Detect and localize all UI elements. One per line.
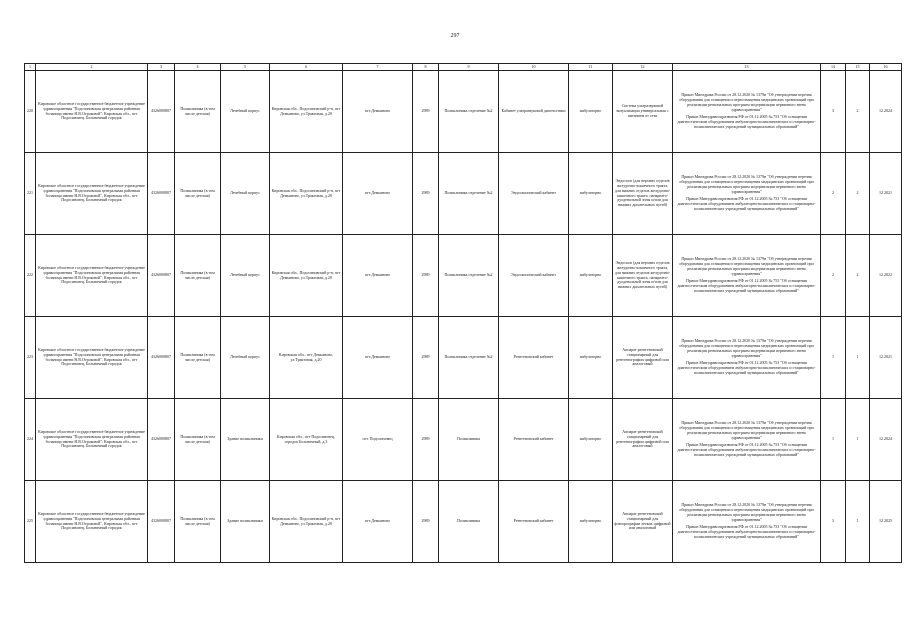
- order-text: Приказ Минздравсоцразвития РФ от 01.12.2005 № 753 "Об оснащении диагностическим оборудованием амбулаторно-поликлинических и стационарно-поликлинических учреждений муниципальных образований": [677, 360, 816, 376]
- address-cell: Кировская обл., пгт Подосиновец, городок Больничный, д.3: [270, 399, 343, 481]
- department-cell: Поликлиника (в том числе детская): [175, 235, 221, 317]
- code-cell: 4326000807: [148, 235, 175, 317]
- locality-cell: пгт.Демьяново: [343, 481, 413, 563]
- room-cell: Рентгеновский кабинет: [499, 317, 569, 399]
- locality-cell: пгт.Демьяново: [343, 153, 413, 235]
- order-text: Приказ Минздрава России от 28.12.2020 № 1379н "Об утверждении перечня оборудования для оснащения и переоснащения медицинских организаций при реализации региональных программ модернизации первичного звена здравоохранения": [679, 91, 814, 112]
- order-text: Приказ Минздравсоцразвития РФ от 01.12.2005 № 753 "Об оснащении диагностическим оборудованием амбулаторно-поликлинических и стационарно-поликлинических учреждений муниципальных образований": [677, 114, 816, 130]
- order-text: Приказ Минздравсоцразвития РФ от 01.12.2005 № 753 "Об оснащении диагностическим оборудованием амбулаторно-поликлинических и стационарно-поликлинических учреждений муниципальных образований": [677, 196, 816, 212]
- unit-cell: Поликлиника: [439, 399, 499, 481]
- room-cell: Кабинет ультразвуковой диагностики: [499, 71, 569, 153]
- department-cell: Поликлиника (в том числе детская): [175, 481, 221, 563]
- table-row: [25, 317, 902, 399]
- order-cell: [673, 399, 821, 481]
- column-header: 1: [25, 64, 36, 71]
- column-header: 2: [36, 64, 148, 71]
- count-cell: 2: [821, 153, 846, 235]
- equipment-cell: Эндоскоп (для верхних отделов желудочно-кишечного тракта, для нижних отделов желудочно-кишечного тракта, панкреато-дуоденальной зоны и/или для нижних дыхательных путей): [613, 235, 673, 317]
- unit-cell: Поликлиника отделение №2: [439, 235, 499, 317]
- room-cell: Рентгеновский кабинет: [499, 481, 569, 563]
- row-number: 222: [25, 235, 36, 317]
- column-header: 12: [613, 64, 673, 71]
- page-number: 297: [450, 33, 460, 39]
- code-cell: 4326000807: [148, 71, 175, 153]
- equipment-cell: Эндоскоп (для верхних отделов желудочно-кишечного тракта, для нижних отделов желудочно-кишечного тракта, панкреато-дуоденальной зоны и/или для нижних дыхательных путей): [613, 153, 673, 235]
- order-cell: [673, 71, 821, 153]
- count-cell: 3: [821, 481, 846, 563]
- order-cell: [673, 481, 821, 563]
- code-cell: 4326000807: [148, 481, 175, 563]
- room-cell: Эндоскопический кабинет: [499, 235, 569, 317]
- date-cell: 12.2021: [870, 317, 902, 399]
- column-header: 4: [175, 64, 221, 71]
- organization-cell: Кировское областное государственное бюджетное учреждение здравоохранения "Подосиновская центральная районная больница имени Н.В.Отроковой", Кировская обл., пгт Подосиновец, Больничный городок: [36, 71, 148, 153]
- locality-cell: пгт.Демьяново: [343, 317, 413, 399]
- column-header: 8: [413, 64, 439, 71]
- order-text: Приказ Минздрава России от 28.12.2020 № 1379н "Об утверждении перечня оборудования для оснащения и переоснащения медицинских организаций при реализации региональных программ модернизации первичного звена здравоохранения": [679, 419, 814, 440]
- column-header: 5: [221, 64, 270, 71]
- order-text: Приказ Минздрава России от 28.12.2020 № 1379н "Об утверждении перечня оборудования для оснащения и переоснащения медицинских организаций при реализации региональных программ модернизации первичного звена здравоохранения": [679, 255, 814, 276]
- code-cell: 4326000807: [148, 153, 175, 235]
- count-cell: 2: [846, 71, 870, 153]
- equipment-cell: Система ультразвуковой визуализации универсальная с питанием от сети: [613, 71, 673, 153]
- column-header: 13: [673, 64, 821, 71]
- header-row: [25, 64, 902, 71]
- building-cell: Здание поликлиники: [221, 481, 270, 563]
- count-cell: 1: [821, 317, 846, 399]
- date-cell: 12.2025: [870, 481, 902, 563]
- date-cell: 12.2021: [870, 153, 902, 235]
- department-cell: Поликлиника (в том числе детская): [175, 399, 221, 481]
- organization-cell: Кировское областное государственное бюджетное учреждение здравоохранения "Подосиновская центральная районная больница имени Н.В.Отроковой", Кировская обл., пгт Подосиновец, Больничный городок: [36, 235, 148, 317]
- count-cell: 3: [821, 71, 846, 153]
- room-cell: Эндоскопический кабинет: [499, 153, 569, 235]
- order-text: Приказ Минздрава России от 28.12.2020 № 1379н "Об утверждении перечня оборудования для оснащения и переоснащения медицинских организаций при реализации региональных программ модернизации первичного звена здравоохранения": [679, 173, 814, 194]
- address-cell: Кировская обл., Подосиновский р-н, пгт Демьяново, ул.Трактовая, д.20: [270, 153, 343, 235]
- unit-cell: Поликлиника отделение №2: [439, 71, 499, 153]
- locality-cell: пгт. Подосиновец: [343, 399, 413, 481]
- room-cell: Рентгеновский кабинет: [499, 399, 569, 481]
- column-header: 10: [499, 64, 569, 71]
- date-cell: 12.2024: [870, 399, 902, 481]
- year-cell: 2989: [413, 399, 439, 481]
- row-number: 220: [25, 71, 36, 153]
- row-number: 223: [25, 317, 36, 399]
- year-cell: 2989: [413, 481, 439, 563]
- building-cell: Лечебный корпус: [221, 153, 270, 235]
- mode-cell: амбулаторно: [569, 153, 613, 235]
- row-number: 221: [25, 153, 36, 235]
- order-cell: [673, 153, 821, 235]
- year-cell: 2989: [413, 153, 439, 235]
- count-cell: 1: [846, 317, 870, 399]
- locality-cell: пгт.Демьяново: [343, 71, 413, 153]
- mode-cell: амбулаторно: [569, 71, 613, 153]
- organization-cell: Кировское областное государственное бюджетное учреждение здравоохранения "Подосиновская центральная районная больница имени Н.В.Отроковой", Кировская обл., пгт Подосиновец, Больничный городок: [36, 399, 148, 481]
- count-cell: 1: [821, 399, 846, 481]
- year-cell: 2989: [413, 71, 439, 153]
- mode-cell: амбулаторно: [569, 399, 613, 481]
- department-cell: Поликлиника (в том числе детская): [175, 153, 221, 235]
- order-text: Приказ Минздравсоцразвития РФ от 01.12.2005 № 753 "Об оснащении диагностическим оборудованием амбулаторно-поликлинических и стационарно-поликлинических учреждений муниципальных образований": [677, 524, 816, 540]
- address-cell: Кировская обл., Подосиновский р-н, пгт Демьяново, ул.Трактовая, д.20: [270, 235, 343, 317]
- count-cell: 1: [846, 481, 870, 563]
- mode-cell: амбулаторно: [569, 235, 613, 317]
- equipment-cell: Аппарат рентгеновский стационарный для флюорографии легких цифровой или аналоговый: [613, 481, 673, 563]
- count-cell: 1: [846, 399, 870, 481]
- order-text: Приказ Минздрава России от 28.12.2020 № 1379н "Об утверждении перечня оборудования для оснащения и переоснащения медицинских организаций при реализации региональных программ модернизации первичного звена здравоохранения": [679, 501, 814, 522]
- year-cell: 2989: [413, 317, 439, 399]
- building-cell: Лечебный корпус: [221, 71, 270, 153]
- unit-cell: Поликлиника отделение №2: [439, 317, 499, 399]
- table-row: [25, 153, 902, 235]
- column-header: 6: [270, 64, 343, 71]
- row-number: 225: [25, 481, 36, 563]
- code-cell: 4326000807: [148, 317, 175, 399]
- building-cell: Лечебный корпус: [221, 317, 270, 399]
- year-cell: 2989: [413, 235, 439, 317]
- table-row: [25, 71, 902, 153]
- building-cell: Лечебный корпус: [221, 235, 270, 317]
- mode-cell: амбулаторно: [569, 481, 613, 563]
- count-cell: 2: [846, 153, 870, 235]
- department-cell: Поликлиника (в том числе детская): [175, 317, 221, 399]
- organization-cell: Кировское областное государственное бюджетное учреждение здравоохранения "Подосиновская центральная районная больница имени Н.В.Отроковой", Кировская обл., пгт Подосиновец, Больничный городок: [36, 317, 148, 399]
- organization-cell: Кировское областное государственное бюджетное учреждение здравоохранения "Подосиновская центральная районная больница имени Н.В.Отроковой", Кировская обл., пгт Подосиновец, Больничный городок: [36, 153, 148, 235]
- column-header: 16: [870, 64, 902, 71]
- date-cell: 12.2024: [870, 71, 902, 153]
- code-cell: 4326000807: [148, 399, 175, 481]
- count-cell: 2: [846, 235, 870, 317]
- order-cell: [673, 235, 821, 317]
- column-header: 7: [343, 64, 413, 71]
- building-cell: Здание поликлиники: [221, 399, 270, 481]
- table-row: [25, 399, 902, 481]
- order-text: Приказ Минздравсоцразвития РФ от 01.12.2005 № 753 "Об оснащении диагностическим оборудованием амбулаторно-поликлинических и стационарно-поликлинических учреждений муниципальных образований": [677, 278, 816, 294]
- unit-cell: Поликлиника: [439, 481, 499, 563]
- column-header: 9: [439, 64, 499, 71]
- column-header: 14: [821, 64, 846, 71]
- equipment-cell: Аппарат рентгеновский стационарный для рентгенографии цифровой или аналоговый: [613, 399, 673, 481]
- address-cell: Кировская обл., пгт Демьяново, ул.Трактовая, д.20: [270, 317, 343, 399]
- count-cell: 2: [821, 235, 846, 317]
- equipment-table: [24, 63, 902, 563]
- table-row: [25, 235, 902, 317]
- column-header: 11: [569, 64, 613, 71]
- order-text: Приказ Минздрава России от 28.12.2020 № 1379н "Об утверждении перечня оборудования для оснащения и переоснащения медицинских организаций при реализации региональных программ модернизации первичного звена здравоохранения": [679, 337, 814, 358]
- department-cell: Поликлиника (в том числе детская): [175, 71, 221, 153]
- locality-cell: пгт.Демьяново: [343, 235, 413, 317]
- column-header: 15: [846, 64, 870, 71]
- address-cell: Кировская обл., Подосиновский р-н, пгт Демьяново, ул.Трактовая, д.20: [270, 71, 343, 153]
- column-header: 3: [148, 64, 175, 71]
- order-text: Приказ Минздравсоцразвития РФ от 01.12.2005 № 753 "Об оснащении диагностическим оборудованием амбулаторно-поликлинических и стационарно-поликлинических учреждений муниципальных образований": [677, 442, 816, 458]
- table-row: [25, 481, 902, 563]
- date-cell: 12.2022: [870, 235, 902, 317]
- organization-cell: Кировское областное государственное бюджетное учреждение здравоохранения "Подосиновская центральная районная больница имени Н.В.Отроковой", Кировская обл., пгт Подосиновец, Больничный городок: [36, 481, 148, 563]
- row-number: 224: [25, 399, 36, 481]
- unit-cell: Поликлиника отделение №2: [439, 153, 499, 235]
- order-cell: [673, 317, 821, 399]
- equipment-cell: Аппарат рентгеновский стационарный для рентгенографии цифровой или аналоговый: [613, 317, 673, 399]
- mode-cell: амбулаторно: [569, 317, 613, 399]
- address-cell: Кировская обл., Подосиновский р-н, пгт Демьяново, ул.Трактовая, д.20: [270, 481, 343, 563]
